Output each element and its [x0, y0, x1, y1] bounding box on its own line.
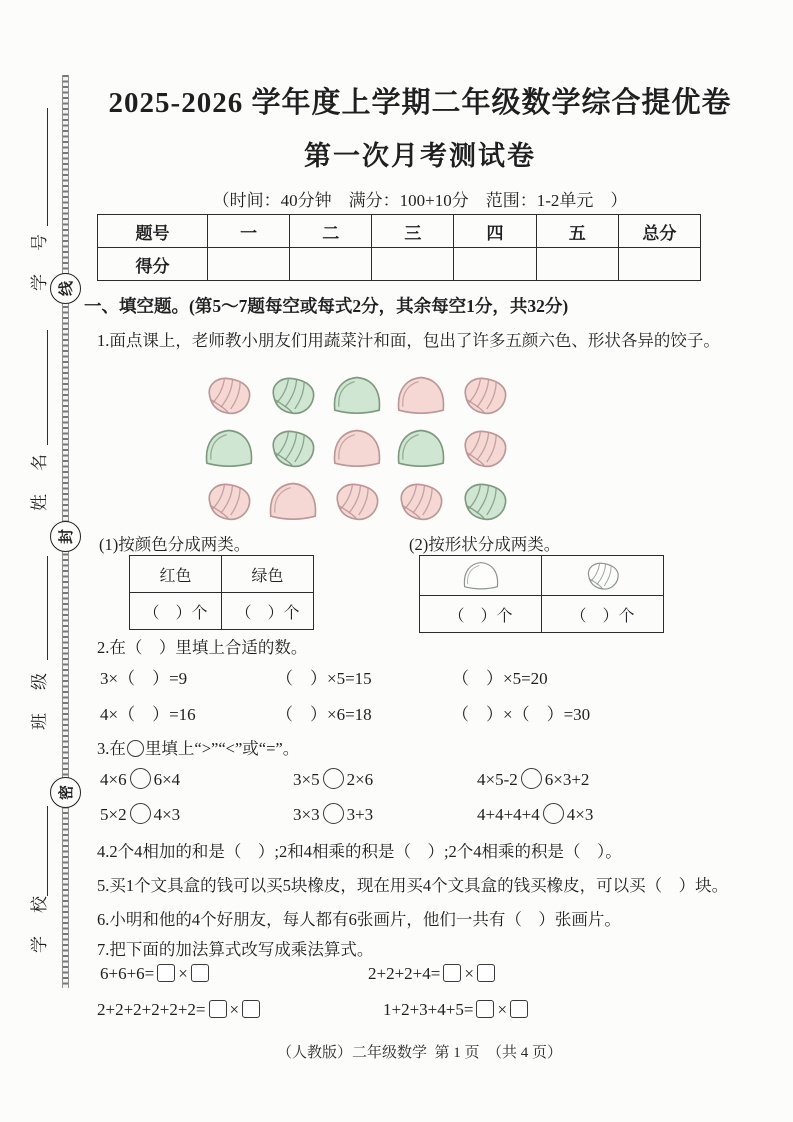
score-table-header-row — [98, 215, 701, 248]
score-header-cell: 三 — [372, 215, 454, 248]
question-1-text: 1.面点课上，老师教小朋友们用蔬菜汁和面，包出了许多五颜六色、形状各异的饺子。 — [97, 331, 720, 350]
score-header-cell: 一 — [208, 215, 290, 248]
question-3-text: 3.在 里填上“>”“<”或“=”。 — [97, 739, 300, 758]
q3-compare-row — [0, 803, 793, 833]
question-5-text: 5.买1个文具盒的钱可以买5块橡皮，现在用买4个文具盒的钱买橡皮，可以买（ ）块。 — [97, 876, 729, 895]
color-classification-table — [129, 555, 314, 630]
answer-box — [476, 1000, 494, 1018]
q7-equation-row — [0, 964, 793, 996]
compare-item: 4×6 6×4 — [100, 770, 181, 789]
compare-item: 4×5-2 6×3+2 — [477, 770, 590, 789]
compare-circle-icon — [130, 768, 151, 789]
answer-box — [242, 1000, 260, 1018]
class-blank-line — [47, 556, 48, 660]
answer-box — [191, 964, 209, 982]
part1-label: (1)按颜色分成两类。 — [99, 535, 251, 554]
question-7-text: 7.把下面的加法算式改写成乘法算式。 — [97, 940, 374, 959]
shape-table-count-cell: （ ）个 — [420, 596, 542, 633]
rewrite-equation: 1+2+3+4+5= × — [383, 1000, 531, 1020]
rewrite-equation: 2+2+2+2+2+2= × — [97, 1000, 263, 1020]
answer-box — [443, 964, 461, 982]
dumpling — [453, 474, 517, 527]
equation: 3×（ ）=9 — [100, 669, 188, 688]
exam-info-line: （时间：40分钟 满分：100+10分 范围：1-2单元 ） — [212, 191, 628, 210]
dumpling — [261, 421, 325, 474]
color-table-count-cell: （ ）个 — [222, 593, 314, 630]
name-label: 姓 名 — [30, 451, 49, 511]
folded-dumpling-icon — [542, 560, 663, 591]
rewrite-equation: 2+2+2+4= × — [368, 964, 498, 984]
answer-box — [510, 1000, 528, 1018]
score-cell-empty — [208, 248, 290, 281]
score-cell-empty — [290, 248, 372, 281]
score-header-cell: 四 — [454, 215, 536, 248]
dumpling — [453, 421, 517, 474]
q3-compare-row — [0, 768, 793, 798]
shape-table-count-cell: （ ）个 — [542, 596, 664, 633]
color-table-count-cell: （ ）个 — [130, 593, 222, 630]
score-cell-empty — [372, 248, 454, 281]
school-label: 学 校 — [30, 893, 49, 953]
student-id-blank-line — [47, 108, 48, 226]
compare-circle-icon — [323, 803, 344, 824]
compare-item: 4+4+4+4 4×3 — [477, 805, 594, 824]
score-row-label: 得分 — [98, 248, 208, 281]
seal-stamp-line: 线 — [50, 273, 81, 304]
page-title: 2025-2026 学年度上学期二年级数学综合提优卷 — [108, 87, 732, 119]
equation: 4×（ ）=16 — [100, 705, 196, 724]
compare-item: 3×5 2×6 — [293, 770, 374, 789]
color-table-header-red: 红色 — [130, 556, 222, 593]
equation: （ ）×（ ）=30 — [452, 705, 591, 724]
compare-circle-icon — [130, 803, 151, 824]
color-table-header-green: 绿色 — [222, 556, 314, 593]
dumpling — [325, 474, 389, 527]
dumpling — [389, 368, 453, 421]
dumpling — [325, 368, 389, 421]
equation: （ ）×5=20 — [452, 669, 548, 688]
score-table — [97, 214, 701, 281]
compare-circle-icon — [543, 803, 564, 824]
student-id-label: 学 号 — [30, 231, 49, 291]
seal-stamp-mi: 密 — [50, 777, 81, 808]
shape-classification-table — [419, 555, 664, 633]
round-dumpling-icon — [420, 560, 541, 591]
question-4-text: 4.2个4相加的和是（ ）;2和4相乘的积是（ ）;2个4相乘的积是（ ）。 — [97, 842, 622, 861]
score-header-cell: 总分 — [618, 215, 700, 248]
question-6-text: 6.小明和他的4个好朋友，每人都有6张画片，他们一共有（ ）张画片。 — [97, 910, 621, 929]
answer-box — [477, 964, 495, 982]
dumpling — [197, 368, 261, 421]
score-cell-empty — [536, 248, 618, 281]
answer-box — [157, 964, 175, 982]
answer-box — [209, 1000, 227, 1018]
score-cell-empty — [618, 248, 700, 281]
compare-circle-icon — [521, 768, 542, 789]
score-header-cell: 题号 — [98, 215, 208, 248]
q2-equation-row — [0, 700, 793, 730]
dumpling — [261, 474, 325, 527]
equation: （ ）×6=18 — [276, 705, 372, 724]
class-label: 班 级 — [30, 670, 49, 730]
score-cell-empty — [454, 248, 536, 281]
q2-equation-row — [0, 664, 793, 694]
dumpling — [389, 421, 453, 474]
section-one-heading: 一、填空题。(第5～7题每空或每式2分，其余每空1分，共32分) — [84, 296, 569, 316]
score-table-score-row — [98, 248, 701, 281]
equation: （ ）×5=15 — [276, 669, 372, 688]
seal-stamp-feng: 封 — [50, 521, 81, 552]
page-footer: （人教版）二年级数学 第 1 页 （共 4 页） — [276, 1045, 562, 1061]
dumpling-grid — [197, 368, 517, 527]
compare-circle-icon — [323, 768, 344, 789]
q7-equation-row — [0, 1000, 793, 1032]
part2-label: (2)按形状分成两类。 — [409, 535, 561, 554]
compare-item: 3×3 3+3 — [293, 805, 374, 824]
dumpling — [453, 368, 517, 421]
dumpling — [261, 368, 325, 421]
compare-item: 5×2 4×3 — [100, 805, 181, 824]
rewrite-equation: 6+6+6= × — [100, 964, 212, 984]
compare-circle-icon — [127, 740, 144, 757]
name-blank-line — [47, 330, 48, 445]
dumpling — [389, 474, 453, 527]
score-header-cell: 五 — [536, 215, 618, 248]
page-subtitle: 第一次月考测试卷 — [304, 141, 536, 171]
dumpling — [197, 421, 261, 474]
score-header-cell: 二 — [290, 215, 372, 248]
dumpling — [197, 474, 261, 527]
question-2-text: 2.在（ ）里填上合适的数。 — [97, 638, 308, 657]
dumpling — [325, 421, 389, 474]
